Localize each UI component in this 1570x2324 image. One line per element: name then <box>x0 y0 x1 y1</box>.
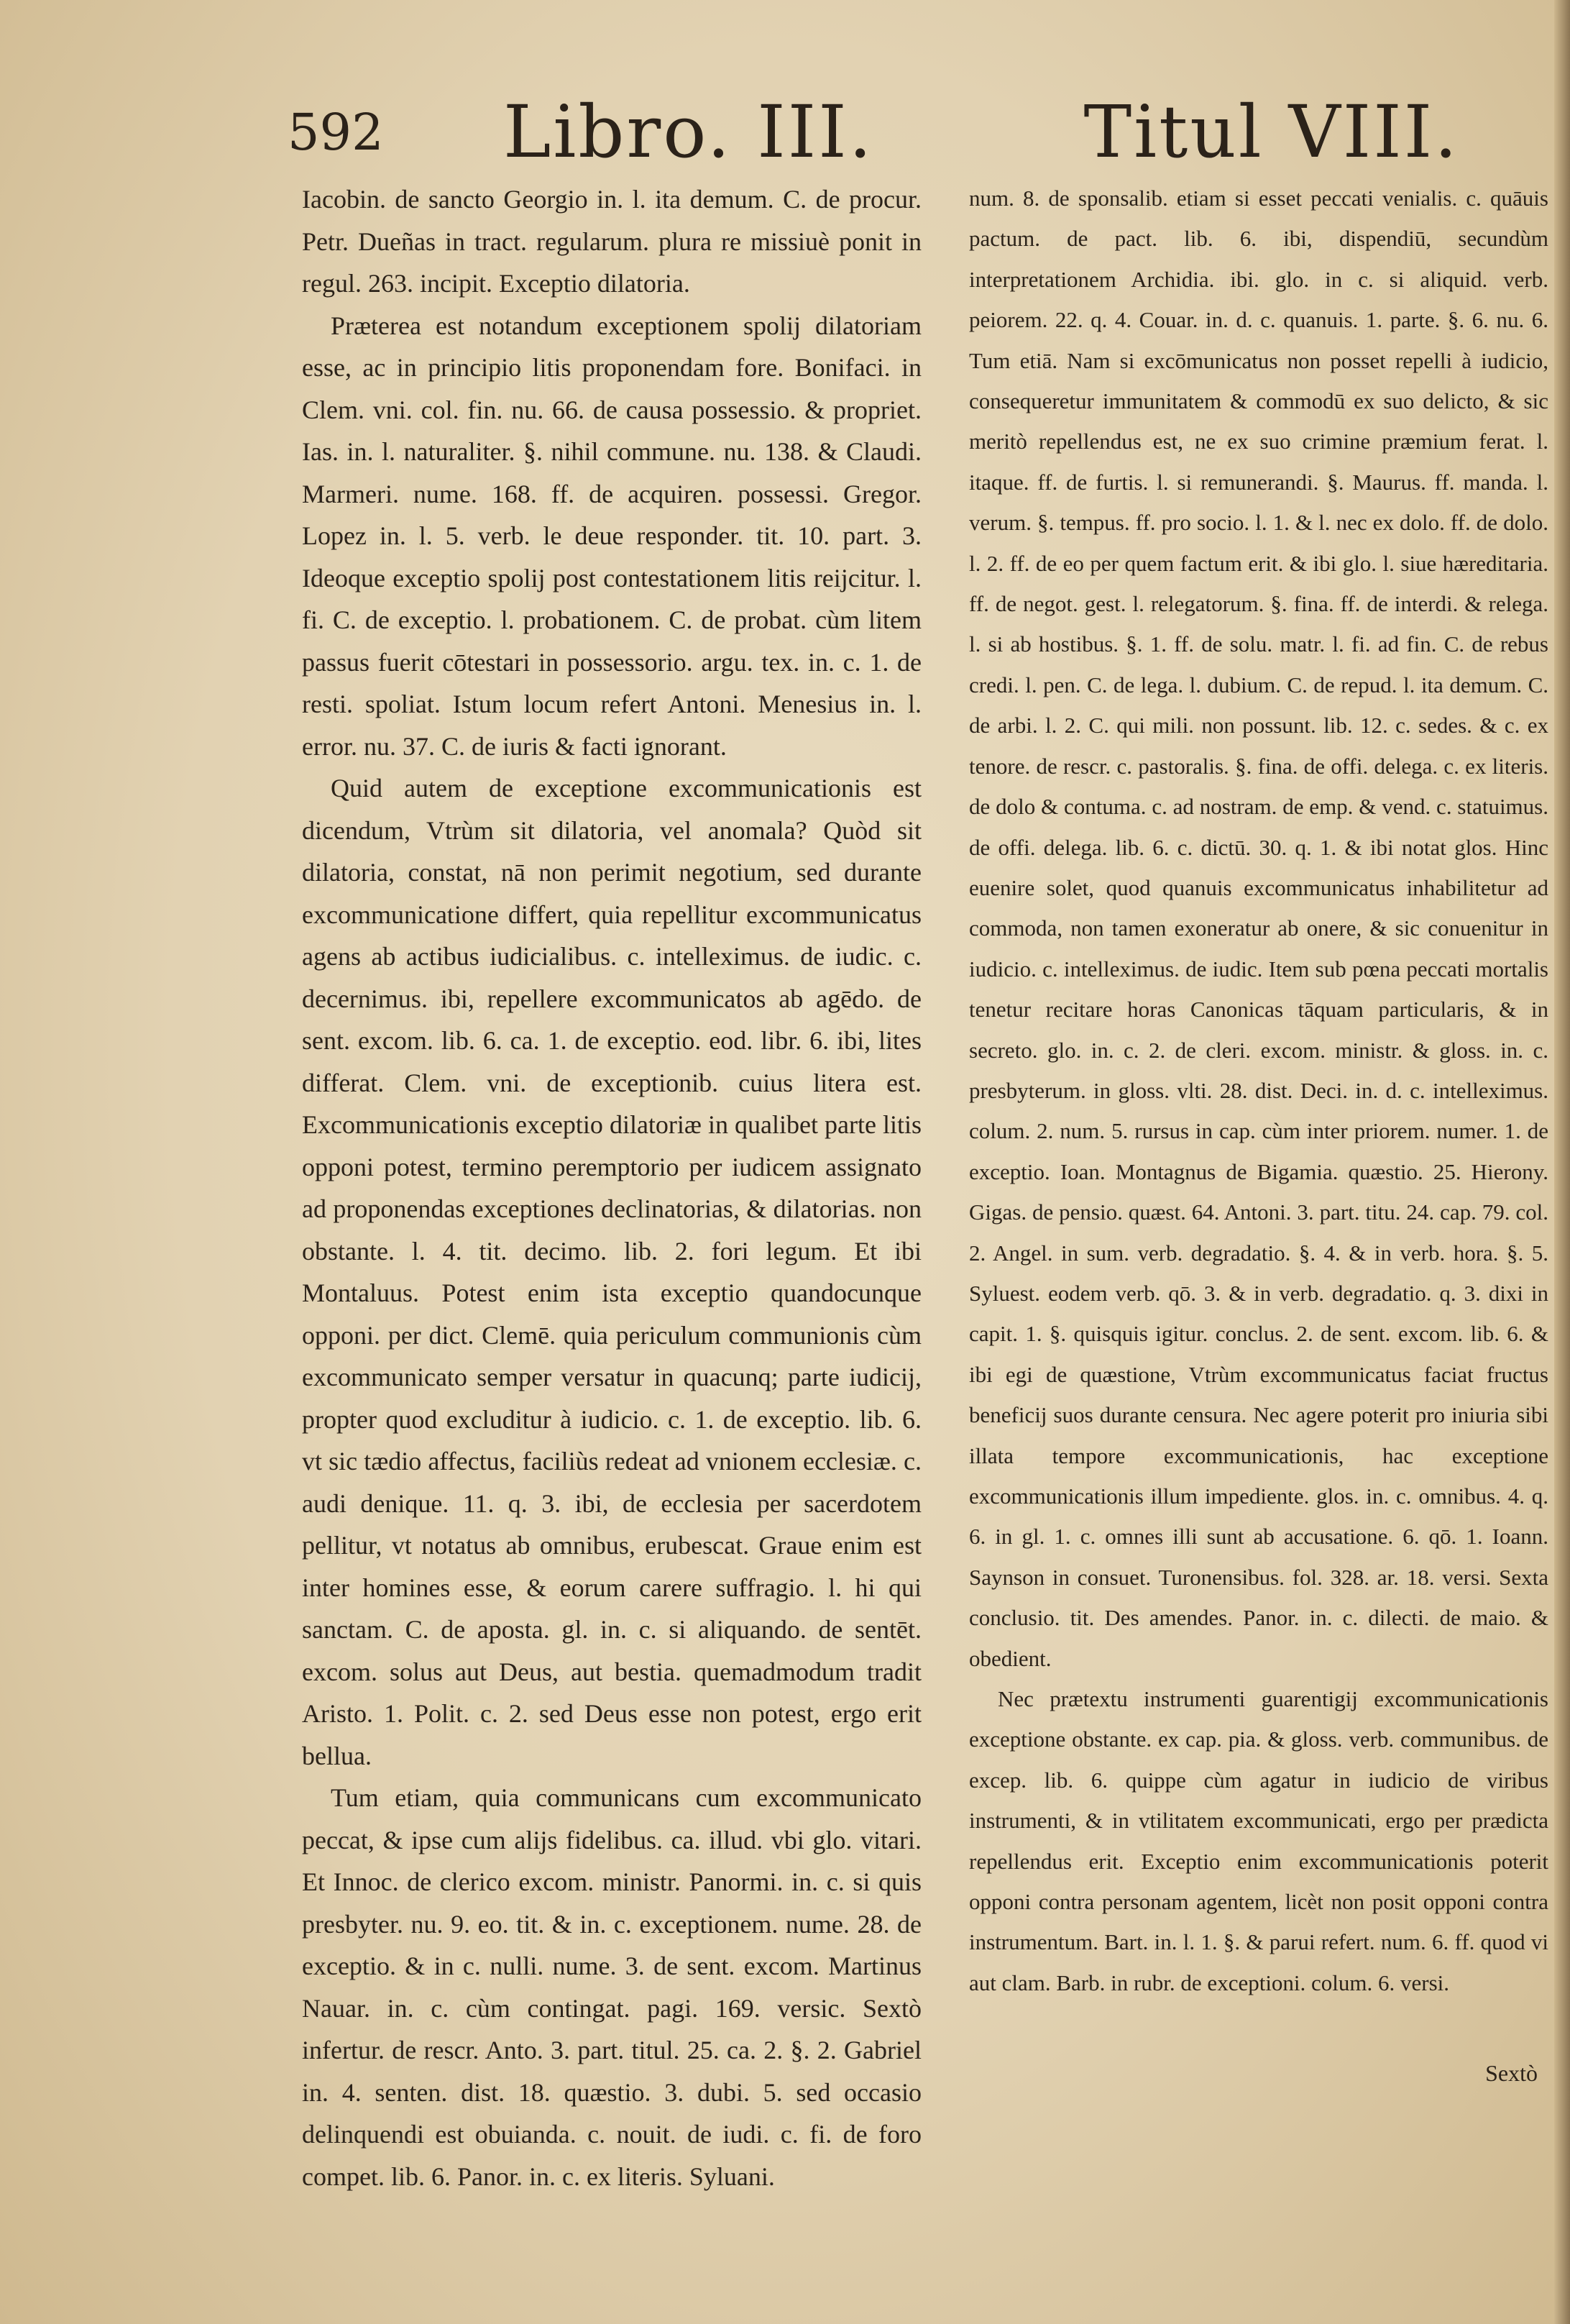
running-head <box>288 90 1459 174</box>
title-heading: Titul VIII. <box>1083 90 1459 174</box>
left-paragraph-4: Tum etiam, quia communicans cum excommunicato peccat, & ipse cum alijs fidelibus. ca. illud. vbi glo. vitari. Et Innoc. de clerico excom. ministr. Panormi. in. c. si quis presbyter. nu. 9. eo. tit. & in. c. exceptionem. nume. 28. de exceptio. & in c. nulli. nume. 3. de sent. excom. Martinus Nauar. in. c. cùm contingat. pagi. 169. versic. Sextò infertur. de rescr. Anto. 3. part. titul. 25. ca. 2. §. 2. Gabriel in. 4. senten. dist. 18. quæstio. 3. dubi. 5. sed occasio delinquendi est obuianda. c. nouit. de iudi. c. fi. de foro compet. lib. 6. Panor. in. c. ex literis. Syluani. <box>302 1783 922 2191</box>
left-paragraph-3: Quid autem de exceptione excommunicationis est dicendum, Vtrùm sit dilatoria, vel anomala? Quòd sit dilatoria, constat, nā non perimit negotium, sed durante excommunicatione differt, quia repellitur excommunicatus agens ab actibus iudicialibus. c. intelleximus. de iudic. c. decernimus. ibi, repellere excommunicatos ab agēdo. de sent. excom. lib. 6. ca. 1. de exceptio. eod. libr. 6. ibi, lites differat. Clem. vni. de exceptionib. cuius litera est. Excommunicationis exceptio dilatoriæ in qualibet parte litis opponi potest, termino peremptorio per iudicem assignato ad proponendas exceptiones declinatorias, & dilatorias. non obstante. l. 4. tit. decimo. lib. 2. fori legum. Et ibi Montaluus. Potest enim ista exceptio quandocunque opponi. per dict. Clemē. quia periculum communionis cùm excommunicato semper versatur in quacunq; parte iudicij, propter quod excluditur à iudicio. c. 1. de exceptio. lib. 6. vt sic tædio affectus, faciliùs redeat ad vnionem ecclesiæ. c. audi denique. 11. q. 3. ibi, de ecclesia per sacerdotem pellitur, vt notatus ab omnibus, erubescat. Graue enim est inter homines esse, & eorum carere suffragio. l. hi qui sanctam. C. de aposta. gl. in. c. si aliquando. de sentēt. excom. solus aut Deus, aut bestia. quemadmodum tradit Aristo. 1. Polit. c. 2. sed Deus esse non potest, ergo erit bellua. <box>302 774 922 1770</box>
page-number: 592 <box>288 103 384 162</box>
book-heading: Libro. III. <box>503 90 874 174</box>
left-paragraph-1: Iacobin. de sancto Georgio in. l. ita demum. C. de procur. Petr. Dueñas in tract. regularum. plura re missiuè ponit in regul. 263. incipit. Exceptio dilatoria. <box>302 185 922 298</box>
page-gutter-shadow <box>1554 0 1570 2324</box>
catchword: Sextò <box>1485 2060 1538 2086</box>
right-paragraph-1: num. 8. de sponsalib. etiam si esset peccati venialis. c. quāuis pactum. de pact. lib. 6. ibi, dispendiū, secundùm interpretationem Archidia. ibi. glo. in c. si aliquid. verb. peiorem. 22. q. 4. Couar. in. d. c. quanuis. 1. parte. §. 6. nu. 6. Tum etiā. Nam si excōmunicatus non posset repelli à iudicio, consequeretur immunitatem & commodū ex suo delicto, & sic meritò repellendus est, ne ex suo crimine præmium ferat. l. itaque. ff. de furtis. l. si remunerandi. §. Maurus. ff. manda. l. verum. §. tempus. ff. pro socio. l. 1. & l. nec ex dolo. ff. de dolo. l. 2. ff. de eo per quem factum erit. & ibi glo. l. siue hæreditaria. ff. de negot. gest. l. relegatorum. §. fina. ff. de interdi. & relega. l. si ab hostibus. §. 1. ff. de solu. matr. l. fi. ad fin. C. de rebus credi. l. pen. C. de lega. l. dubium. C. de repud. l. ita demum. C. de arbi. l. 2. C. qui mili. non possunt. lib. 12. c. sedes. & c. ex tenore. de rescr. c. pastoralis. §. fina. de offi. delega. c. ex literis. de dolo & contuma. c. ad nostram. de emp. & vend. c. statuimus. de offi. delega. lib. 6. c. dictū. 30. q. 1. & ibi notat glos. Hinc euenire solet, quod quanuis excommunicatus inhabilitetur ad commoda, non tamen exoneratur ab onere, & sic conuenitur in iudicio. c. intelleximus. de iudic. Item sub pœna peccati mortalis tenetur recitare horas Canonicas tāquam particularis, & in secreto. glo. in. c. 2. de cleri. excom. ministr. & gloss. in. c. presbyterum. in gloss. vlti. 28. dist. Deci. in. d. c. intelleximus. colum. 2. num. 5. rursus in cap. cùm inter priorem. numer. 1. de exceptio. Ioan. Montagnus de Bigamia. quæstio. 25. Hierony. Gigas. de pensio. quæst. 64. Antoni. 3. part. titu. 24. cap. 79. col. 2. Angel. in sum. verb. degradatio. §. 4. & in verb. hora. §. 5. Syluest. eodem verb. qō. 3. & in verb. degradatio. q. 3. dixi in capit. 1. §. quisquis igitur. conclus. 2. de sent. excom. lib. 6. & ibi egi de quæstione, Vtrùm excommunicatus faciat fructus beneficij suos durante censura. Nec agere poterit pro iniuria sibi illata tempore excommunicationis, hac exceptione excommunicationis illum impediente. glos. in. c. omnibus. 4. q. 6. in gl. 1. c. omnes illi sunt ab accusatione. 6. qō. 1. Ioann. Saynson in consuet. Turonensibus. fol. 328. ar. 18. versi. Sexta conclusio. tit. Des amendes. Panor. in. c. dilecti. de maio. & obedient. <box>969 186 1548 1671</box>
left-column <box>302 178 922 2197</box>
left-paragraph-2: Præterea est notandum exceptionem spolij dilatoriam esse, ac in principio litis proponendam fore. Bonifaci. in Clem. vni. col. fin. nu. 66. de causa possessio. & propriet. Ias. in. l. naturaliter. §. nihil commune. nu. 138. & Claudi. Marmeri. nume. 168. ff. de acquiren. possessi. Gregor. Lopez in. l. 5. verb. le deue responder. tit. 10. part. 3. Ideoque exceptio spolij post contestationem litis reijcitur. l. fi. C. de exceptio. l. probationem. C. de probat. cùm litem passus fuerit cōtestari in possessorio. argu. tex. in. c. 1. de resti. spoliat. Istum locum refert Antoni. Menesius in. l. error. nu. 37. C. de iuris & facti ignorant. <box>302 311 922 761</box>
right-column <box>969 178 1548 2003</box>
right-paragraph-2: Nec prætextu instrumenti guarentigij excommunicationis exceptione obstante. ex cap. pia. & gloss. verb. communibus. de excep. lib. 6. quippe cùm agatur in iudicio de viribus instrumenti, & in vtilitatem excommunicati, ergo per prædicta repellendus erit. Exceptio enim excommunicationis poterit opponi contra personam agentem, licèt non posit opponi contra instrumentum. Bart. in. l. 1. §. & parui refert. num. 6. ff. quod vi aut clam. Barb. in rubr. de exceptioni. colum. 6. versi. <box>969 1686 1548 1995</box>
